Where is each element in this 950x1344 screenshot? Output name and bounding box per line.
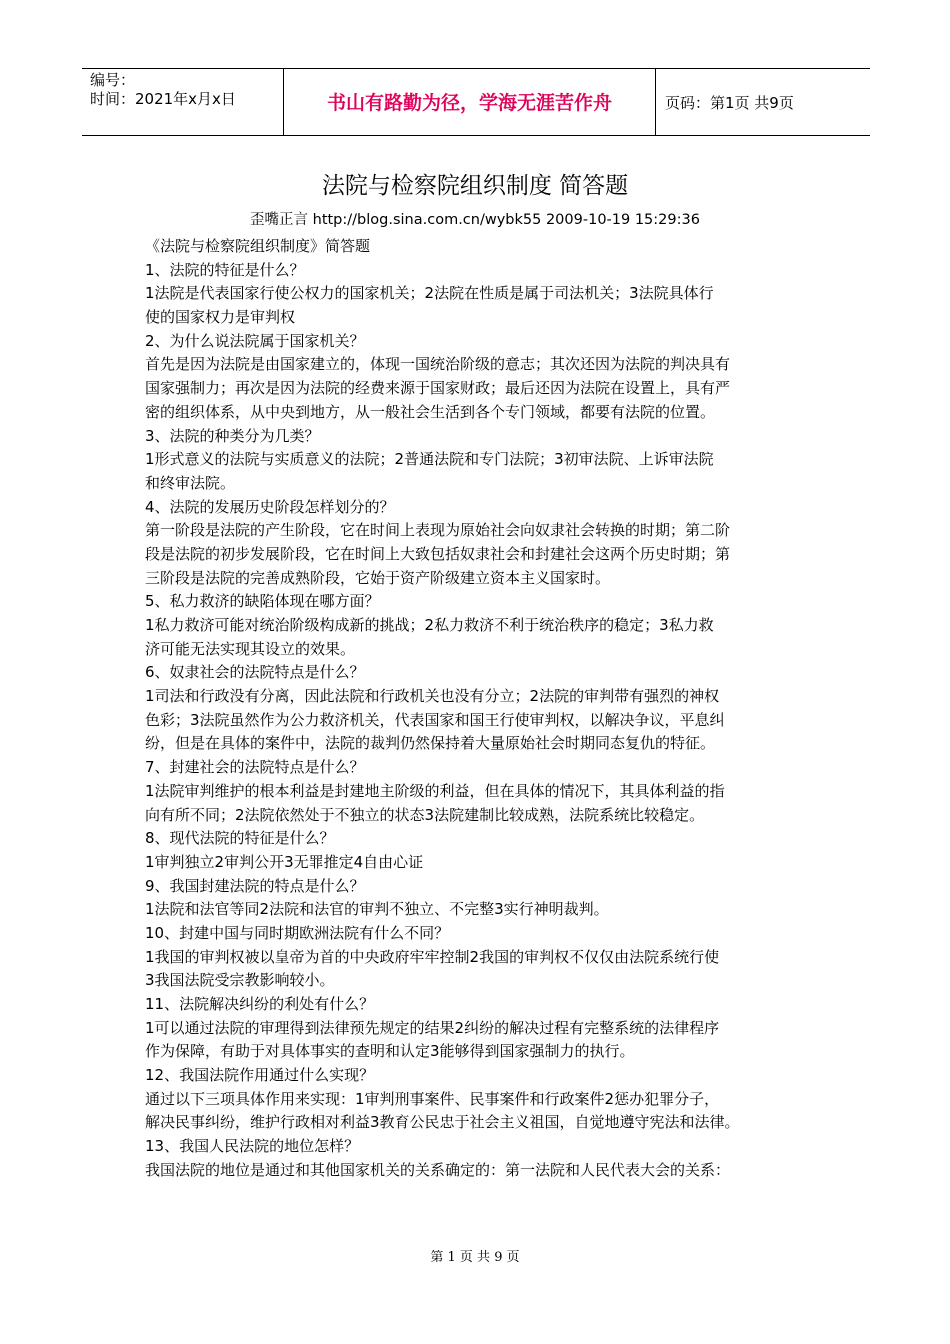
text-line: 解决民事纠纷，维护行政相对利益3教育公民忠于社会主义祖国，自觉地遵守宪法和法律。	[145, 1113, 740, 1132]
text-line: 1审判独立2审判公开3无罪推定4自由心证	[145, 852, 424, 871]
text-line: 9、我国封建法院的特点是什么？	[145, 876, 365, 895]
text-line: 我国法院的地位是通过和其他国家机关的关系确定的：第一法院和人民代表大会的关系：	[145, 1160, 731, 1179]
text-line: 1法院和法官等同2法院和法官的审判不独立、不完整3实行神明裁判。	[145, 900, 609, 919]
page-header	[82, 68, 870, 136]
date-label: 时间：2021年x月x日	[90, 90, 236, 108]
text-line: 纷，但是在具体的案件中，法院的裁判仍然保持着大量原始社会时期同态复仇的特征。	[145, 734, 716, 753]
text-line: 1、法院的特征是什么？	[145, 260, 305, 279]
text-line: 13、我国人民法院的地位怎样？	[145, 1137, 360, 1156]
document-title: 法院与检察院组织制度 简答题	[321, 173, 629, 199]
text-line: 11、法院解决纠纷的利处有什么？	[145, 995, 375, 1013]
document-body	[145, 235, 810, 1183]
text-line: 1法院是代表国家行使公权力的国家机关；2法院在性质是属于司法机关；3法院具体行	[145, 284, 714, 303]
text-line: 1司法和行政没有分离，因此法院和行政机关也没有分立；2法院的审判带有强烈的神权	[145, 687, 720, 706]
text-line: 密的组织体系，从中央到地方，从一般社会生活到各个专门领域，都要有法院的位置。	[145, 402, 716, 421]
text-line: 第一阶段是法院的产生阶段，它在时间上表现为原始社会向奴隶社会转换的时期；第二阶	[145, 521, 731, 540]
text-line: 1法院审判维护的根本利益是封建地主阶级的利益，但在具体的情况下，其具体利益的指	[145, 781, 725, 800]
number-label: 编号：	[90, 71, 136, 89]
text-line: 通过以下三项具体作用来实现：1审判刑事案件、民事案件和行政案件2惩办犯罪分子，	[145, 1089, 720, 1108]
page-code: 页码：第1页 共9页	[665, 94, 794, 112]
text-line: 1我国的审判权被以皇帝为首的中央政府牢牢控制2我国的审判权不仅仅由法院系统行使	[145, 947, 720, 966]
text-line: 7、封建社会的法院特点是什么？	[145, 758, 365, 777]
text-line: 三阶段是法院的完善成熟阶段，它始于资产阶级建立资本主义国家时。	[145, 568, 611, 587]
text-line: 济可能无法实现其设立的效果。	[145, 639, 356, 658]
text-line: 12、我国法院作用通过什么实现？	[145, 1066, 375, 1085]
text-line: 10、封建中国与同时期欧洲法院有什么不同？	[145, 923, 450, 942]
header-right-cell	[655, 69, 870, 135]
text-line: 作为保障，有助于对具体事实的查明和认定3能够得到国家强制力的执行。	[145, 1042, 635, 1061]
text-line: 5、私力救济的缺陷体现在哪方面？	[145, 592, 380, 611]
text-line: 3、法院的种类分为几类？	[145, 426, 320, 445]
text-line: 3我国法院受宗教影响较小。	[145, 971, 335, 990]
text-line: 2、为什么说法院属于国家机关？	[145, 331, 365, 350]
text-line: 和终审法院。	[145, 473, 236, 492]
text-line: 使的国家权力是审判权	[145, 308, 296, 327]
document-meta: 歪嘴正言 http://blog.sina.com.cn/wybk55 2009-10-19 15:29:36	[250, 212, 700, 228]
text-line: 国家强制力；再次是因为法院的经费来源于国家财政；最后还因为法院在设置上，具有严	[145, 379, 731, 398]
motto-text: 书山有路勤为径，学海无涯苦作舟	[326, 92, 612, 114]
text-line: 1私力救济可能对统治阶级构成新的挑战；2私力救济不利于统治秩序的稳定；3私力救	[145, 616, 714, 634]
text-line: 6、奴隶社会的法院特点是什么？	[145, 663, 365, 682]
text-line: 1形式意义的法院与实质意义的法院；2普通法院和专门法院；3初审法院、上诉审法院	[145, 450, 714, 469]
text-line: 《法院与检察院组织制度》简答题	[145, 237, 371, 255]
text-line: 色彩；3法院虽然作为公力救济机关，代表国家和国王行使审判权，以解决争议，平息纠	[145, 710, 725, 729]
text-line: 4、法院的发展历史阶段怎样划分的？	[145, 497, 395, 516]
header-middle-cell	[283, 69, 656, 135]
header-left-cell	[82, 69, 282, 135]
text-line: 首先是因为法院是由国家建立的，体现一国统治阶级的意志；其次还因为法院的判决具有	[145, 355, 731, 374]
text-line: 段是法院的初步发展阶段，它在时间上大致包括奴隶社会和封建社会这两个历史时期；第	[145, 544, 731, 563]
text-line: 1可以通过法院的审理得到法律预先规定的结果2纠纷的解决过程有完整系统的法律程序	[145, 1018, 720, 1037]
page-footer: 第 1 页 共 9 页	[430, 1250, 520, 1265]
text-line: 8、现代法院的特征是什么？	[145, 829, 335, 848]
text-line: 向有所不同；2法院依然处于不独立的状态3法院建制比较成熟，法院系统比较稳定。	[145, 805, 705, 824]
